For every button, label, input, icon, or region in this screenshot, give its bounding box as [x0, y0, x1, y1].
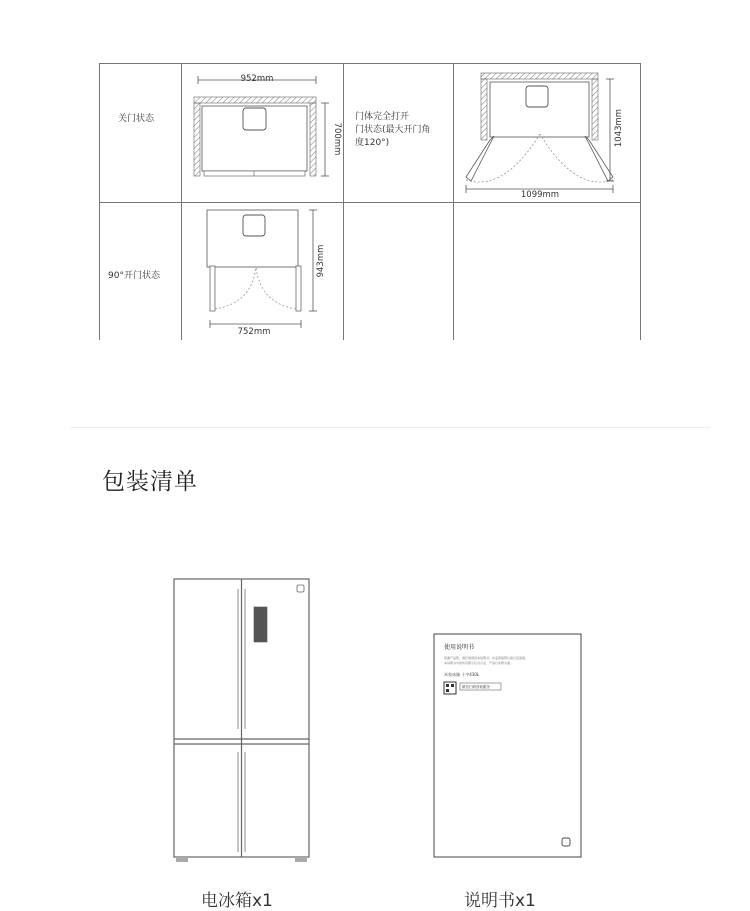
- section-divider: [70, 427, 710, 428]
- wall-top: [481, 73, 598, 79]
- table-col-line: [99, 63, 100, 340]
- closed-depth-label: 700mm: [332, 122, 342, 156]
- left-door-open: [210, 266, 215, 311]
- right-door-open: [296, 266, 301, 311]
- left-door-open: [466, 136, 494, 181]
- open90-width-label: 752mm: [237, 327, 271, 337]
- manual-line1: 感谢产品您，请仔细阅读本说明书，并妥善保管以备日后查阅。: [444, 656, 529, 660]
- fridge-foot: [295, 857, 307, 862]
- table-col-line: [640, 63, 641, 340]
- qr-label: 微信扫码获取服务: [462, 685, 490, 689]
- door-swing-arc: [540, 134, 613, 182]
- row-label-closed: 关门状态: [118, 114, 155, 124]
- manual-image: [433, 633, 583, 859]
- wall-left: [194, 103, 200, 176]
- door-swing-arc: [215, 267, 256, 309]
- wall-right: [310, 103, 316, 176]
- dimension-table: [99, 63, 641, 340]
- caption-refrigerator: 电冰箱x1: [201, 891, 273, 911]
- row-label-open90: 90°开门状态: [108, 271, 160, 281]
- manual-heading: 使用说明书: [444, 644, 475, 651]
- open120-width-label: 1099mm: [520, 190, 560, 200]
- caption-manual: 说明书x1: [464, 891, 536, 911]
- open120-label-line: 度120°): [355, 138, 390, 148]
- row-label-open120: [355, 111, 445, 150]
- display-panel-icon: [254, 607, 267, 642]
- wall-right: [592, 79, 598, 140]
- manual-cover: [434, 634, 581, 857]
- open90-diagram: [182, 203, 342, 340]
- open120-label-line: 门状态(最大开门角: [355, 125, 431, 135]
- door-swing-arc: [256, 267, 296, 309]
- qr-code-marker: [446, 684, 449, 687]
- open120-label-line: 门体完全打开: [355, 112, 410, 122]
- display-panel-icon: [526, 86, 548, 107]
- manual-line2: 本说明书中的所有图示仅为示意，产品以实物为准。: [444, 661, 514, 665]
- packing-list-title: 包装清单: [102, 469, 198, 495]
- closed-width-label: 952mm: [240, 74, 274, 84]
- right-door-open: [585, 136, 613, 181]
- display-panel-icon: [243, 215, 265, 236]
- manual-model: 米家冰箱 十字430L: [444, 672, 480, 677]
- open90-depth-label: 943mm: [316, 244, 326, 278]
- door-swing-arc: [466, 134, 540, 182]
- table-col-line: [343, 63, 344, 340]
- refrigerator-image: [170, 577, 315, 865]
- wall-top: [194, 97, 316, 103]
- display-panel-icon: [243, 108, 266, 130]
- qr-code-marker: [446, 689, 449, 692]
- open120-diagram: [454, 64, 639, 201]
- fridge-foot: [176, 857, 188, 862]
- fridge-doors: [204, 171, 305, 176]
- open120-depth-label: 1043mm: [614, 108, 624, 148]
- qr-code-marker: [451, 684, 454, 687]
- closed-door-diagram: [182, 64, 342, 201]
- wall-left: [481, 79, 487, 140]
- qr-code-icon: [444, 682, 456, 694]
